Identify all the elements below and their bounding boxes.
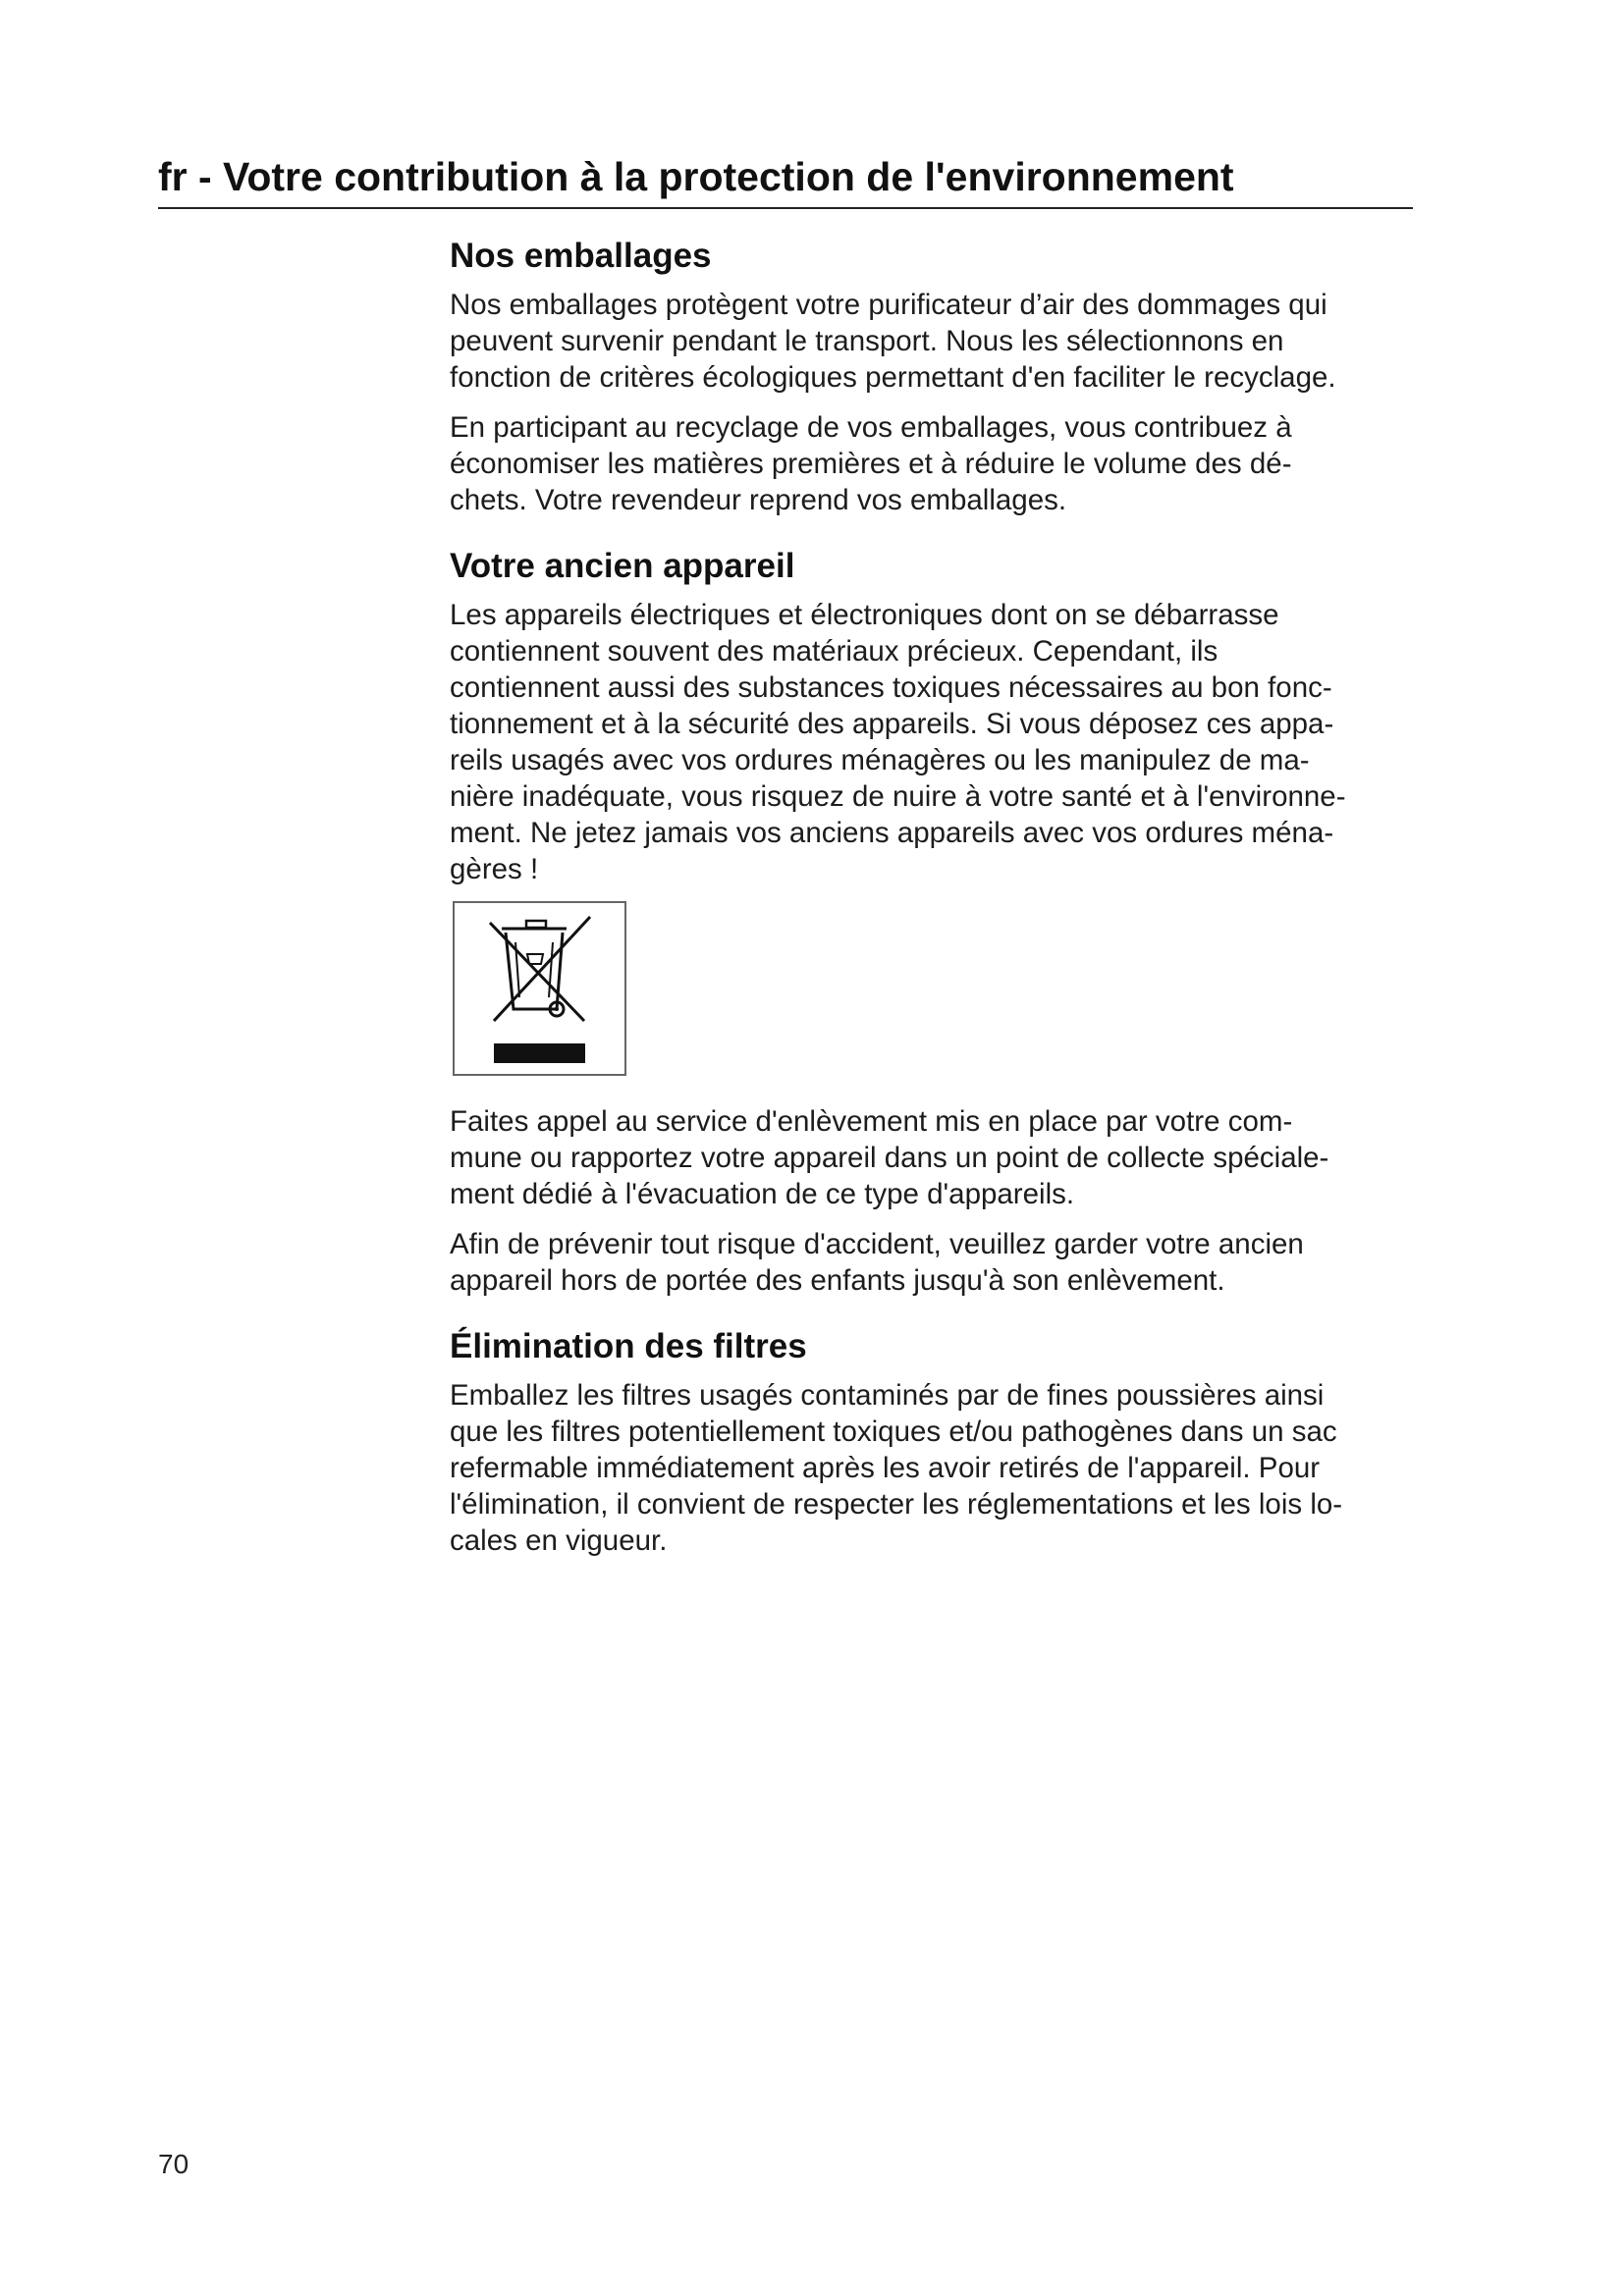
section-packaging — [450, 232, 1422, 518]
paragraph: Nos emballages protègent votre purificateur d’air des dommages qui peuvent survenir pendant le transport. Nous les sélectionnons en fonction de critères écologiques permettant d'en faciliter le recyclage. — [450, 289, 1336, 394]
page-title: fr - Votre contribution à la protection de l'environnement — [158, 154, 1234, 199]
page-number: 70 — [158, 2149, 189, 2179]
paragraph: Afin de prévenir tout risque d'accident, veuillez garder votre ancien appareil hors de portée des enfants jusqu'à son enlèvement. — [450, 1228, 1304, 1297]
main-content — [450, 232, 1422, 1582]
section-old-appliance — [450, 542, 1422, 1299]
section-filter-disposal — [450, 1322, 1422, 1559]
paragraph: Emballez les filtres usagés contaminés par de fines poussières ainsi que les filtres potentiellement toxiques et/ou pathogènes dans un sac refermable immédiatement après les avoir retirés de l'appareil. Pour l'élimination, il convient de respecter les réglementations et les lois lo- cales en vigueur. — [450, 1379, 1343, 1557]
paragraph: Les appareils électriques et électroniques dont on se débarrasse contiennent souvent des matériaux précieux. Cependant, ils contiennent aussi des substances toxiques nécessaires au bon fonc- tionnement et à la sécurité des appareils. Si vous déposez ces appa- reils usagés avec vos ordures ménagères ou les manipulez de ma- nière inadéquate, vous risquez de nuire à votre santé et à l'environne- ment. Ne jetez jamais vos anciens appareils avec vos ordures ména- gères ! — [450, 599, 1346, 885]
paragraph: En participant au recyclage de vos emballages, vous contribuez à économiser les matières premières et à réduire le volume des dé- chets. Votre revendeur reprend vos emballages. — [450, 411, 1292, 516]
weee-symbol-box — [453, 901, 626, 1076]
crossed-out-wheelie-bin-icon — [455, 903, 624, 1074]
title-divider — [158, 207, 1413, 209]
section-heading-filter-disposal: Élimination des filtres — [450, 1327, 807, 1365]
paragraph: Faites appel au service d'enlèvement mis en place par votre com- mune ou rapportez votre appareil dans un point de collecte spéciale- ment dédié à l'évacuation de ce type d'appareils. — [450, 1105, 1329, 1210]
section-heading-packaging: Nos emballages — [450, 237, 712, 275]
section-heading-old-appliance: Votre ancien appareil — [450, 547, 795, 585]
